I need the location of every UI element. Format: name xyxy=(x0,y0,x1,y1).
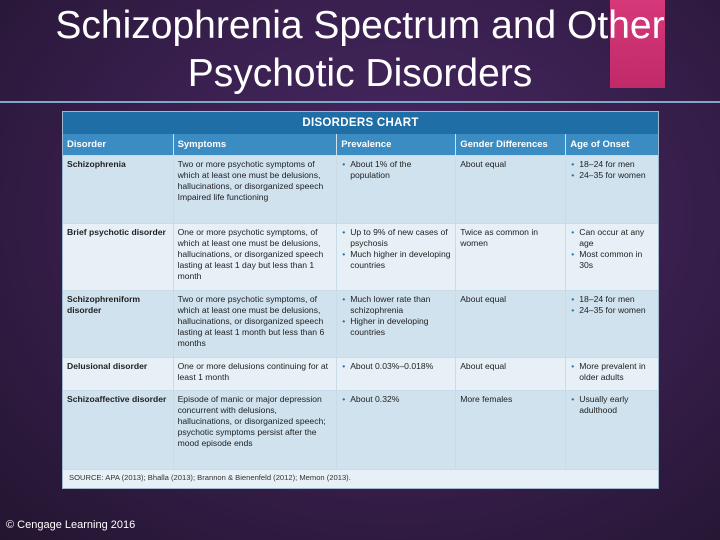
cell-symptoms: Two or more psychotic symptoms of which at least one must be delusions, hallucinations, or disorganized speech Impaired life functioning xyxy=(173,156,337,224)
cell-gender: More females xyxy=(456,391,566,469)
title-line-1: Schizophrenia Spectrum and Other xyxy=(55,4,665,47)
table-row xyxy=(63,224,658,291)
list-item: • 24–35 for women xyxy=(579,305,654,316)
cell-onset xyxy=(566,224,658,291)
list-item: • 24–35 for women xyxy=(579,170,654,181)
table-row xyxy=(63,358,658,391)
cell-gender: Twice as common in women xyxy=(456,224,566,291)
title-divider xyxy=(0,101,720,103)
cell-onset xyxy=(566,156,658,224)
list-item: • 18–24 for men xyxy=(579,159,654,170)
cell-gender: About equal xyxy=(456,358,566,391)
copyright-notice: © Cengage Learning 2016 xyxy=(6,519,136,531)
cell-disorder: Schizophrenia xyxy=(63,156,173,224)
list-item: • Higher in developing countries xyxy=(350,316,451,338)
cell-prevalence xyxy=(337,358,456,391)
cell-onset xyxy=(566,358,658,391)
cell-gender: About equal xyxy=(456,156,566,224)
cell-prevalence xyxy=(337,391,456,469)
cell-prevalence xyxy=(337,224,456,291)
cell-onset xyxy=(566,391,658,469)
title-line-2: Psychotic Disorders xyxy=(187,52,533,95)
slide-title xyxy=(0,2,720,98)
list-item: • About 1% of the population xyxy=(350,159,451,181)
list-item: • Up to 9% of new cases of psychosis xyxy=(350,227,451,249)
disorders-chart xyxy=(62,111,659,489)
cell-disorder: Schizoaffective disorder xyxy=(63,391,173,469)
header-onset: Age of Onset xyxy=(566,134,658,156)
header-gender: Gender Differences xyxy=(456,134,566,156)
table-row xyxy=(63,391,658,469)
chart-title: DISORDERS CHART xyxy=(63,112,658,134)
list-item: • Much lower rate than schizophrenia xyxy=(350,294,451,316)
cell-disorder: Schizophreniform disorder xyxy=(63,291,173,358)
list-item: • Most common in 30s xyxy=(579,249,654,271)
disorders-table xyxy=(63,134,658,469)
cell-prevalence xyxy=(337,291,456,358)
header-symptoms: Symptoms xyxy=(173,134,337,156)
list-item: • More prevalent in older adults xyxy=(579,361,654,383)
table-row xyxy=(63,291,658,358)
cell-onset xyxy=(566,291,658,358)
cell-symptoms: Episode of manic or major depression concurrent with delusions, hallucinations, or disorganized speech; psychotic symptoms persist after the mood episode ends xyxy=(173,391,337,469)
list-item: • About 0.32% xyxy=(350,394,451,405)
cell-symptoms: Two or more psychotic symptoms, of which at least one must be delusions, hallucinations, or disorganized speech lasting at least 1 month but less than 6 months xyxy=(173,291,337,358)
table-row xyxy=(63,156,658,224)
list-item: • Much higher in developing countries xyxy=(350,249,451,271)
cell-disorder: Delusional disorder xyxy=(63,358,173,391)
source-note: SOURCE: APA (2013); Bhalla (2013); Brannon & Bienenfeld (2012); Memon (2013). xyxy=(63,469,658,485)
header-row xyxy=(63,134,658,156)
cell-symptoms: One or more delusions continuing for at least 1 month xyxy=(173,358,337,391)
cell-gender: About equal xyxy=(456,291,566,358)
list-item: • About 0.03%–0.018% xyxy=(350,361,451,372)
cell-prevalence xyxy=(337,156,456,224)
cell-symptoms: One or more psychotic symptoms, of which at least one must be delusions, hallucinations, or disorganized speech lasting at least 1 day but less than 1 month xyxy=(173,224,337,291)
cell-disorder: Brief psychotic disorder xyxy=(63,224,173,291)
list-item: • 18–24 for men xyxy=(579,294,654,305)
header-prevalence: Prevalence xyxy=(337,134,456,156)
list-item: • Can occur at any age xyxy=(579,227,654,249)
header-disorder: Disorder xyxy=(63,134,173,156)
list-item: • Usually early adulthood xyxy=(579,394,654,416)
